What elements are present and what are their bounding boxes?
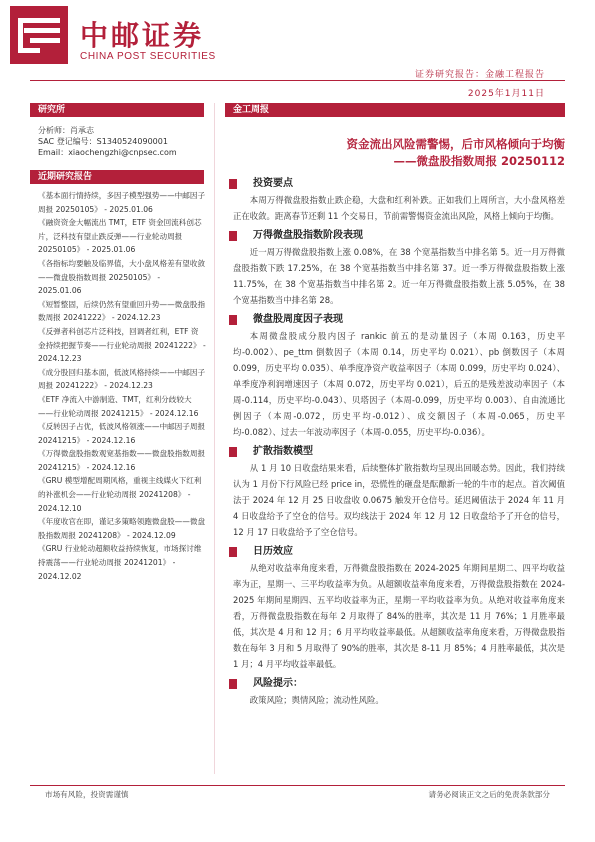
- section-paragraph: 政策风险；舆情风险；流动性风险。: [249, 695, 384, 705]
- recent-report-item[interactable]: 《各指标均要触及临界值，大小盘风格差有望收敛 ——微盘股指数周报 20250105》 - 2025.01.06: [38, 258, 206, 296]
- section-paragraph: 从 1 月 10 日收盘结果来看，后续整体扩散指数均呈现出回暖态势。因此，我们持续认为 1 月份下行风险已经 price in，恐慌性的砸盘是酝酿新一轮的牛市的起点。首次阈值法于 2024 年 12 月 25 日收盘收 0.0675 触发开仓信号。延迟阈值法于 2024 年 11 月 4 日收盘给予了空仓的信号。双均线法于 2024 年 12 月 12 日收盘给予了开仓的信号，12 月 17 日收盘给予了空仓信号。: [233, 463, 565, 537]
- footer-risk-note: 市场有风险，投资需谨慎: [45, 790, 129, 799]
- section-label: 金工周报: [225, 103, 565, 117]
- column-divider: [214, 103, 215, 774]
- recent-report-item[interactable]: 《融资资金大幅流出 TMT，ETF 资金回流科创芯片，泛科技有望止跌反弹——行业轮动周报 20250105》 - 2025.01.06: [38, 218, 202, 255]
- recent-reports-list: [38, 189, 206, 583]
- section-title-diffusion-model: 扩散指数模型: [225, 444, 565, 460]
- recent-report-item[interactable]: 《反弹者科创芯片泛科技，回调者红利，ETF 资金持续把握节奏——行业轮动周报 20241222》 - 2024.12.23: [38, 326, 206, 364]
- headline-subtitle: ——微盘股指数周报 20250112: [393, 154, 565, 168]
- headline-title: 资金流出风险需警惕，后市风格倾向于均衡: [346, 137, 565, 151]
- recent-report-item[interactable]: 《年度收官在即，谨记多策略领跑微盘股——微盘股指数周报 20241208》 - 2024.12.09: [38, 517, 206, 540]
- recent-reports-label: 近期研究报告: [30, 170, 204, 184]
- section-paragraph: 本周微盘股成分股内因子 rankic 前五的是动量因子（本周 0.163，历史平均-0.002）、pe_ttm 倒数因子（本周 0.14，历史平均 0.021）、pb 倒数因子（本周 0.099，历史平均 0.035）、单季度净资产收益率因子（本周 0.099，历史平均 0.024）、单季度净利润增速因子（本周 0.072，历史平均 0.021），后五的是残差波动率因子（本周-0.114，历史平均-0.043）、贝塔因子（本周-0.099，历史平均 0.003）、自由流通比例因子（本周-0.072，历史平均-0.012）、成交额因子（本周-0.065，历史平均-0.082）、过去一年波动率因子（本周-0.055，历史平均-0.036）。: [233, 331, 565, 437]
- brand-logo: [10, 6, 215, 68]
- brand-name-en: CHINA POST SECURITIES: [80, 51, 216, 62]
- brand-name-cn: 中邮证券: [80, 19, 205, 52]
- recent-report-item[interactable]: 《短暂整固，后续仍然有望重回升势——微盘股指数周报 20241222》 - 2024.12.23: [38, 299, 206, 323]
- report-type: 证券研究报告：金融工程报告: [414, 70, 545, 80]
- analyst-sac-number: SAC 登记编号：S1340524090001: [38, 137, 168, 146]
- analyst-name: 分析师：肖承志: [38, 126, 94, 135]
- footer-divider: [30, 785, 565, 786]
- recent-report-item[interactable]: 《ETF 净流入中游制造、TMT，红利分歧较大——行业轮动周报 20241215》 - 2024.12.16: [38, 394, 199, 418]
- footer-disclaimer-note: 请务必阅读正文之后的免责条款部分: [428, 790, 550, 799]
- section-paragraph: 从绝对收益率角度来看，万得微盘股指数在 2024-2025 年期间星期二、四平均收益率为正，星期一、三平均收益率为负。从超额收益率角度来看，万得微盘股指数在 2024-2025 年期间星期四、五平均收益率为正，星期一平均收益率为负。从绝对收益率角度来看，万得微盘股指数在每年 2 月取得了 84%的胜率，其次是 11 月 76%；1 月胜率最低，其次是 4 月和 12 月；6 月平均收益率最低。从超额收益率角度来看，万得微盘股指数在每年 3 月和 5 月取得了 90%的胜率，其次是 8-11 月 85%；4 月胜率最低，其次是 1 月；4 月平均收益率最低。: [233, 563, 565, 669]
- analyst-info: [38, 125, 177, 158]
- section-title-risk-warning: 风险提示：: [225, 676, 565, 692]
- report-date: 2025年1月11日: [467, 89, 545, 99]
- section-title-key-points: 投资要点: [225, 176, 565, 192]
- section-paragraph: 本周万得微盘股指数止跌企稳，大盘和红利补跌。正如我们上周所言，大小盘风格差正在收敛。距离春节还剩 11 个交易日，节前需警惕资金流出风险，风格上倾向于均衡。: [233, 195, 565, 221]
- section-title-factor-performance: 微盘股周度因子表现: [225, 312, 565, 328]
- china-post-emblem-icon: [10, 6, 68, 64]
- section-paragraph: 近一周万得微盘股指数上涨 0.08%，在 38 个宽基指数当中排名第 5。近一月万得微盘股指数下跌 17.25%，在 38 个宽基指数当中排名第 37。近一季万得微盘股指数上涨 11.75%，在 38 个宽基指数当中排名第 2。近一年万得微盘股指数上涨 5.05%，在 38 个宽基指数当中排名第 28。: [233, 247, 565, 305]
- main-content: [225, 172, 565, 708]
- section-title-index-performance: 万得微盘股指数阶段表现: [225, 228, 565, 244]
- recent-report-item[interactable]: 《GRU 模型增配周期风格，重视主线媒火下红利的补涨机会——行业轮动周报 20241208》 - 2024.12.10: [38, 476, 202, 513]
- recent-report-item[interactable]: 《万得微盘股指数观宽基指数——微盘股指数周报 20241215》 - 2024.12.16: [38, 449, 206, 472]
- section-title-calendar-effect: 日历效应: [225, 544, 565, 560]
- recent-report-item[interactable]: 《成分股回归基本面，低波风格持续——中邮因子周报 20241222》 - 2024.12.23: [38, 367, 206, 391]
- recent-report-item[interactable]: 《GRU 行业轮动超额收益持续恢复，市场探讨维持震荡——行业轮动周报 20241201》 - 2024.12.02: [38, 544, 202, 581]
- analyst-email: Email：xiaochengzhi@cnpsec.com: [38, 148, 177, 157]
- header-divider: [30, 80, 565, 81]
- institute-label: 研究所: [30, 103, 204, 117]
- report-headline: [225, 136, 565, 170]
- recent-report-item[interactable]: 《基本面行情持续，多因子模型强势——中邮因子周报 20250105》 - 2025.01.06: [38, 191, 206, 214]
- recent-report-item[interactable]: 《反转因子占优，低波风格领涨——中邮因子周报 20241215》 - 2024.12.16: [38, 422, 206, 445]
